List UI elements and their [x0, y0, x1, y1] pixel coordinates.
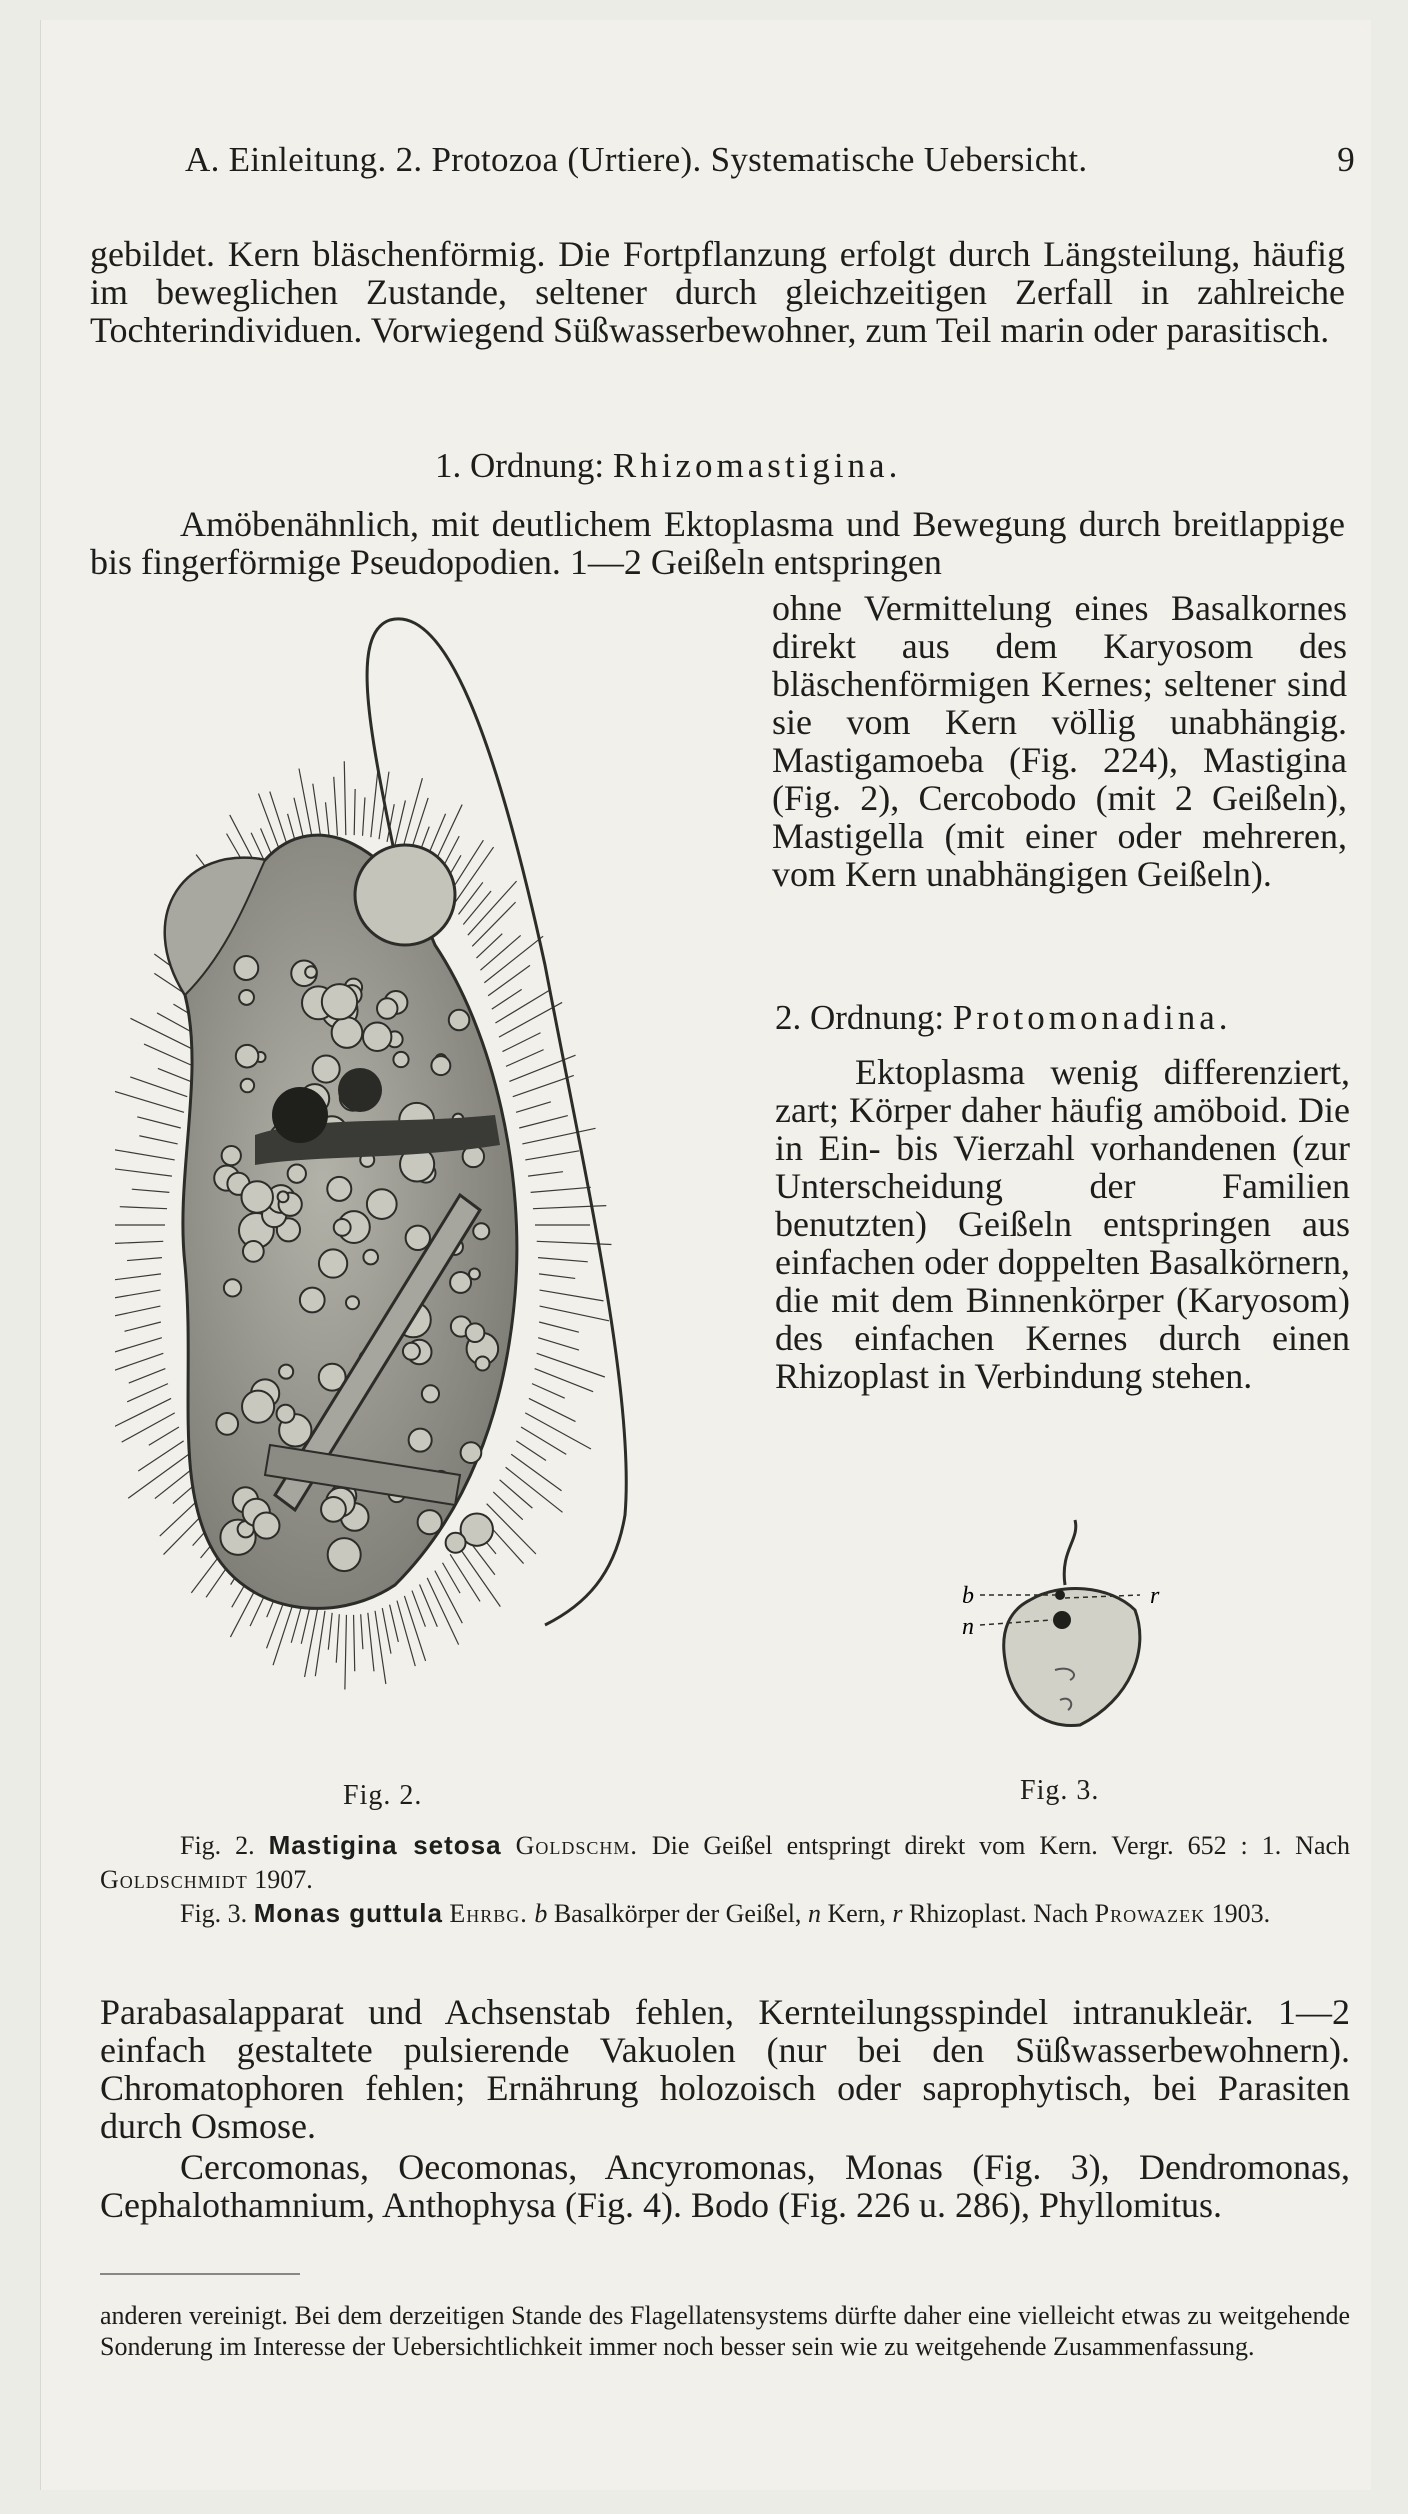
vacuole — [253, 1513, 279, 1539]
caption2-text: Die Geißel entspringt direkt vom Kern. Vergr. 652 : 1. Nach — [651, 1831, 1351, 1860]
cilium — [115, 1338, 162, 1357]
cilium — [412, 1591, 425, 1627]
cilium — [305, 1608, 318, 1677]
cilium — [404, 1596, 425, 1661]
cilium — [336, 1614, 339, 1662]
vacuole — [236, 1045, 259, 1068]
cilium — [538, 1258, 588, 1262]
cilium — [368, 1613, 374, 1671]
cilium — [122, 1413, 175, 1442]
vacuole — [450, 1272, 471, 1293]
vacuole — [469, 1268, 480, 1279]
caption3-r-text: Rhizoplast. Nach — [909, 1899, 1089, 1928]
vacuole — [418, 1510, 442, 1534]
cilium — [115, 1398, 171, 1431]
cilium — [395, 800, 406, 845]
vacuole — [473, 1223, 489, 1239]
cilium — [506, 1050, 544, 1067]
cilium — [538, 1338, 579, 1350]
cilium — [540, 1290, 604, 1301]
cilium — [382, 1608, 391, 1654]
cilium — [522, 1128, 595, 1144]
cilium — [137, 1117, 180, 1128]
vacuole — [449, 1010, 470, 1031]
cilium — [532, 1384, 565, 1399]
cilium — [326, 802, 330, 837]
cilium — [472, 902, 515, 946]
caption3-n: n — [807, 1899, 821, 1928]
vacuole — [216, 1413, 238, 1435]
caption2-year: 1907. — [254, 1865, 313, 1894]
cilium — [138, 1441, 183, 1471]
order1-text-column: ohne Vermittelung eines Basalkornes direkt aus dem Karyosom des bläschenförmigen Kernes; seltener sind sie vom Kern völlig unabhängig. Mastigamoeba (Fig. 224), Mastigina (Fig. 2), Cercobodo (mit 2 Geißeln), Mastigella (mit einer oder mehreren, vom Kern unabhängigen Geißeln). — [772, 588, 1347, 894]
genera-paragraph: Cercomonas, Oecomonas, Ancyromonas, Monas (Fig. 3), Dendromonas, Cephalothamnium, Anthophysa (Fig. 4). Bodo (Fig. 226 u. 286), Phyllomitus. — [100, 2147, 1350, 2225]
cilium — [480, 935, 520, 970]
vacuole — [406, 1226, 430, 1250]
cilium — [488, 965, 530, 995]
cilium — [299, 769, 313, 842]
caption3-ref-author: Prowazek — [1094, 1899, 1206, 1928]
cilium — [519, 1116, 568, 1128]
vacuole — [334, 1219, 351, 1236]
cilium — [539, 1322, 579, 1332]
vacuole — [239, 990, 254, 1005]
order1-heading — [435, 446, 901, 486]
running-title: A. Einleitung. 2. Protozoa (Urtiere). Systematische Uebersicht. — [185, 140, 1088, 179]
vacuole — [346, 1296, 359, 1309]
vacuole — [234, 956, 258, 980]
cilium — [158, 1068, 191, 1081]
vacuole — [332, 1017, 363, 1048]
vacuole — [322, 984, 357, 1019]
footnote: anderen vereinigt. Bei dem derzeitigen Stande des Flagellatensystems dürfte daher eine vielleicht etwas zu weitgehende Sonderung im Interesse der Uebersichtlichkeit immer noch besser sein wie zu weitgehende Zusammenfassung. — [100, 2301, 1350, 2361]
cilium — [516, 1102, 551, 1113]
order2-name: Protomonadina. — [952, 998, 1232, 1037]
cilium — [540, 1306, 609, 1321]
caption3-year: 1903. — [1211, 1899, 1271, 1928]
cilium — [390, 1605, 399, 1642]
vacuole — [363, 1023, 391, 1051]
vacuole — [466, 1323, 485, 1342]
vacuole — [328, 1538, 361, 1571]
running-header — [185, 140, 1355, 180]
cilium — [503, 1033, 541, 1052]
caption-fig3 — [100, 1896, 1350, 1931]
cilium — [301, 1605, 310, 1644]
vacuole — [461, 1442, 482, 1463]
cilium — [525, 1151, 579, 1160]
intro-paragraph: gebildet. Kern bläschenförmig. Die Fortpflanzung erfolgt durch Längsteilung, häufig im beweglichen Zustande, seltener durch gleichzeitigen Zerfall in zahlreiche Tochterindividuen. Vorwiegend Süßwasserbewohner, zum Teil marin oder parasitisch. — [90, 234, 1345, 350]
vacuole — [243, 1241, 264, 1262]
order2-text: Ektoplasma wenig differenziert, zart; Körper daher häufig amöboid. Die in Ein- bis Vierzahl vorhandenen (zur Unterscheidung der Familien benutzten) Geißeln entspringen aus einfachen oder doppelten Basalkörnern, die mit dem Binnenkörper (Karyosom) des einfachen Kernes durch einen Rhizoplast in Verbindung stehen. — [775, 1052, 1350, 1396]
fig3-monas-illustration — [960, 1500, 1190, 1750]
cilium — [397, 1601, 415, 1666]
cilium — [120, 1207, 167, 1209]
fig3-letter-r: r — [1150, 1583, 1160, 1609]
cilium — [516, 1441, 546, 1461]
cilium — [539, 1274, 575, 1279]
vacuole — [313, 1055, 340, 1082]
vacuole — [319, 1249, 347, 1277]
fig2-mastigina-illustration — [115, 615, 715, 1765]
vacuole — [367, 1189, 397, 1219]
cilium — [403, 778, 423, 849]
vacuole — [327, 1177, 351, 1201]
fig2-label: Fig. 2. — [343, 1780, 423, 1811]
vacuole — [241, 1181, 272, 1212]
cilium — [427, 1578, 458, 1645]
cilium — [115, 1168, 172, 1176]
cilium — [334, 777, 338, 836]
cilium — [115, 1274, 161, 1281]
cilium — [155, 1467, 195, 1498]
cilium — [344, 761, 346, 835]
caption3-b: b — [534, 1899, 548, 1928]
cilium — [525, 1413, 591, 1449]
vacuole — [288, 1164, 306, 1182]
cilium — [130, 1077, 187, 1097]
cilium — [115, 1148, 175, 1160]
caption-fig2 — [100, 1828, 1350, 1897]
cilium — [127, 1258, 162, 1261]
fig3-letter-b: b — [962, 1583, 974, 1609]
cilium — [132, 1189, 170, 1192]
fig3-label: Fig. 3. — [1020, 1775, 1100, 1806]
cilium — [345, 1615, 347, 1690]
vacuole — [321, 1497, 346, 1522]
fig3-letter-n: n — [962, 1614, 974, 1640]
cilium — [125, 1322, 161, 1331]
cilium — [363, 797, 365, 835]
cilium — [531, 1187, 591, 1192]
vacuole — [422, 1385, 439, 1402]
caption2-species: Mastigina setosa — [268, 1830, 502, 1860]
cilium — [511, 1454, 561, 1491]
caption2-author: Goldschm. — [515, 1831, 638, 1860]
cilium — [313, 784, 321, 839]
cilium — [128, 1454, 189, 1498]
vacuole — [305, 966, 317, 978]
cilium — [513, 1075, 574, 1096]
cilium — [506, 1467, 563, 1512]
vacuole — [363, 1250, 378, 1265]
cilium — [495, 990, 549, 1023]
cilium — [127, 1384, 168, 1402]
after-paragraph: Parabasalapparat und Achsenstab fehlen, Kernteilungsspindel intranukleär. 1—2 einfach gestaltete pulsierende Vakuolen (nur bei den Süßwasserbewohnern). Chromatophoren fehlen; Ernährung holozoisch oder saprophytisch, bei Parasiten durch Osmose. — [100, 1992, 1350, 2146]
cilium — [115, 1290, 160, 1302]
cilium — [420, 1585, 438, 1627]
cilium — [492, 989, 522, 1009]
vacuole — [224, 1279, 241, 1296]
vacuole — [446, 1533, 466, 1553]
cilium — [354, 789, 355, 835]
cilium — [459, 882, 483, 914]
order1-text-full-width: Amöbenähnlich, mit deutlichem Ektoplasma und Bewegung durch breitlappige bis fingerförmige Pseudopodien. 1—2 Geißeln entspringen — [90, 504, 1345, 582]
caption2-ref-author: Goldschmidt — [100, 1865, 248, 1894]
cilium — [487, 1504, 536, 1554]
vacuole — [476, 1356, 490, 1370]
order2-heading — [775, 998, 1232, 1038]
vacuole — [277, 1405, 295, 1423]
caption3-species: Monas guttula — [253, 1898, 443, 1928]
cilium — [328, 1613, 332, 1650]
cilium — [528, 1172, 563, 1176]
vacuole — [409, 1429, 432, 1452]
order1-prefix: 1. Ordnung: — [435, 446, 613, 485]
vacuole — [393, 1052, 408, 1067]
vacuole — [222, 1146, 241, 1165]
cilium — [115, 1241, 163, 1243]
caption3-author: Ehrbg. — [449, 1899, 528, 1928]
cilium — [129, 1369, 166, 1383]
cilium — [315, 1611, 325, 1676]
cilium — [115, 1306, 160, 1316]
page-number: 9 — [1337, 140, 1355, 179]
cilium — [371, 769, 378, 837]
vacuole — [242, 1391, 274, 1423]
cilium — [537, 1241, 612, 1244]
cilium — [375, 1611, 386, 1684]
caption3-n-text: Kern, — [827, 1899, 886, 1928]
cilium — [354, 1615, 355, 1671]
cilium — [463, 891, 491, 925]
caption2-prefix: Fig. 2. — [180, 1831, 255, 1860]
cilium — [149, 1427, 179, 1445]
vacuole — [300, 1288, 325, 1313]
caption3-b-text: Basalkörper der Geißel, — [553, 1899, 802, 1928]
footnote-rule — [100, 2273, 300, 2275]
order2-prefix: 2. Ordnung: — [775, 998, 953, 1037]
vacuole — [431, 1056, 450, 1075]
vacuole — [403, 1343, 420, 1360]
caption3-r: r — [892, 1899, 903, 1928]
cilium — [443, 1563, 461, 1593]
caption3-prefix: Fig. 3. — [180, 1899, 248, 1928]
order1-name: Rhizomastigina. — [612, 446, 902, 485]
cilium — [361, 1614, 363, 1649]
vacuole — [279, 1365, 293, 1379]
cilium — [139, 1136, 177, 1144]
vacuole — [241, 1079, 254, 1092]
vacuole — [278, 1191, 289, 1202]
cilium — [533, 1206, 606, 1209]
cilium — [435, 1571, 462, 1624]
vacuole — [377, 998, 397, 1018]
cilium — [130, 1018, 197, 1051]
cilium — [144, 1044, 194, 1066]
cilium — [115, 1091, 184, 1112]
cilium — [450, 1554, 480, 1601]
